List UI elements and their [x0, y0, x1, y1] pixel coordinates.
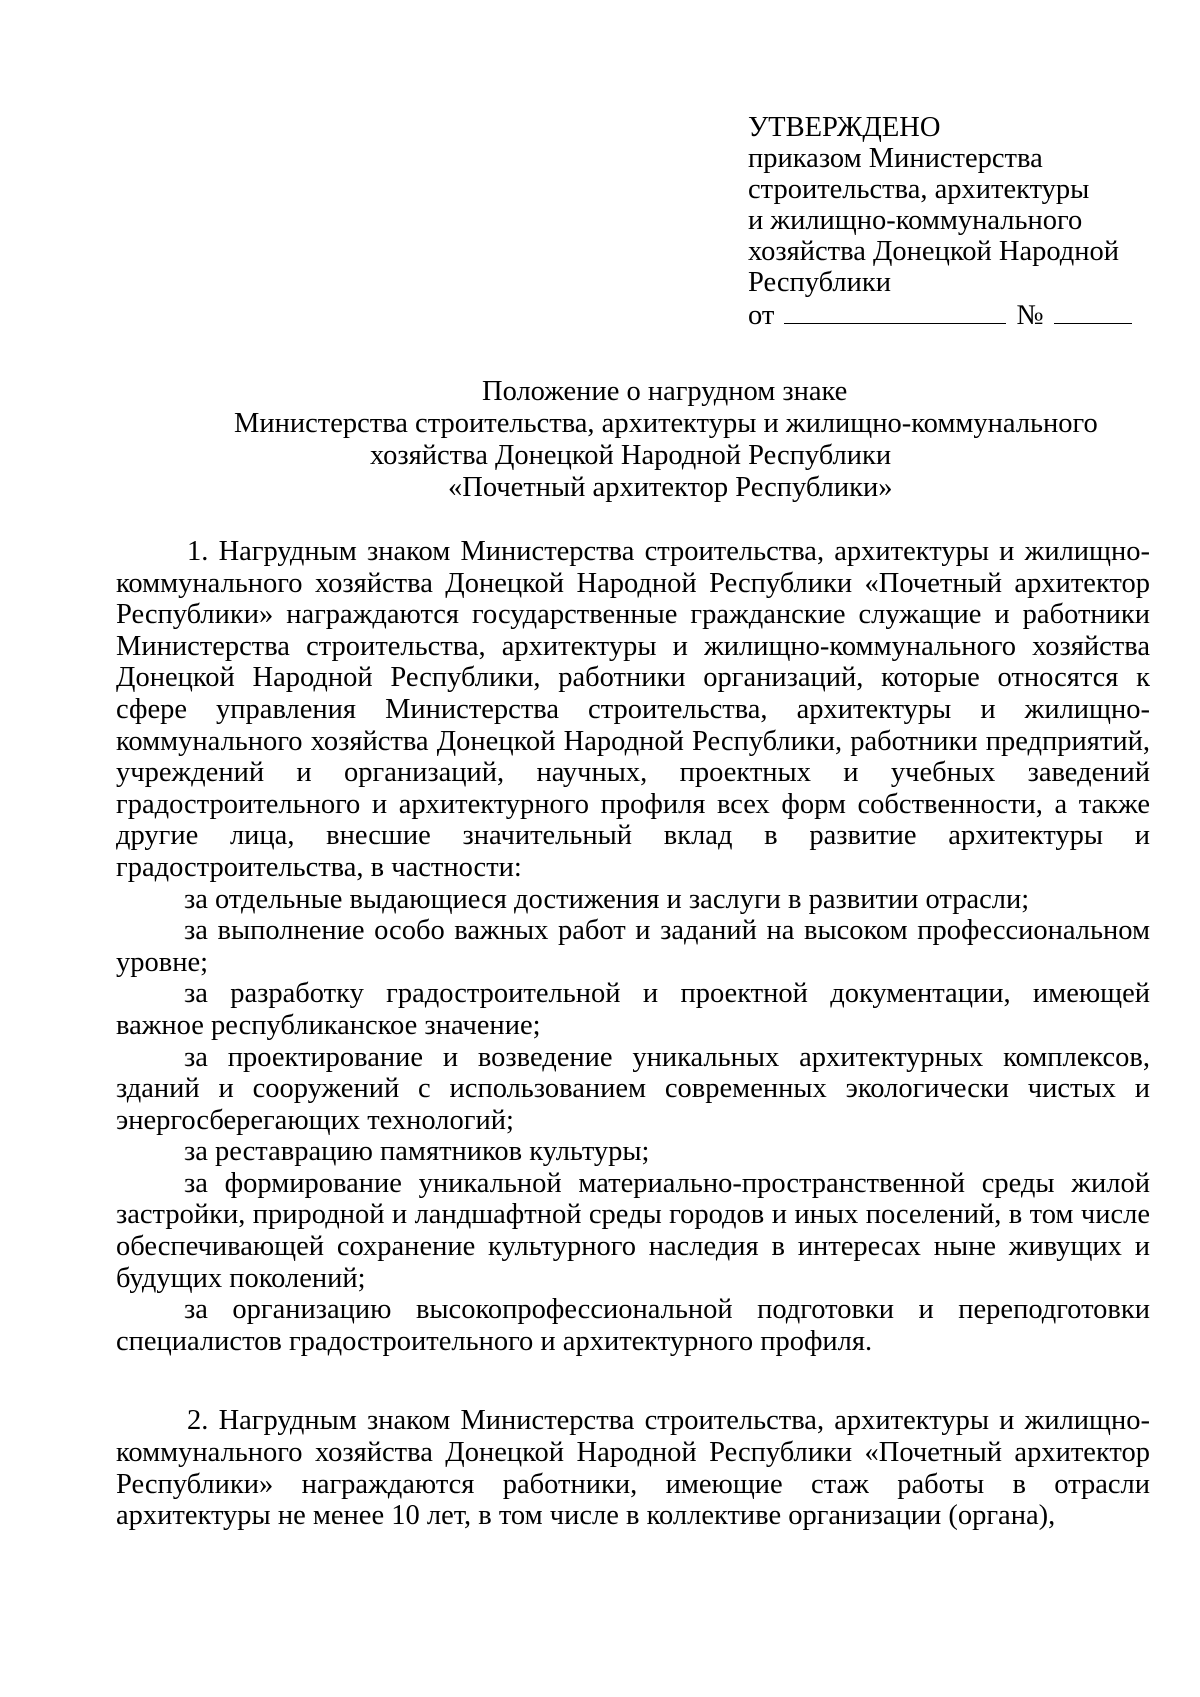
- approval-line: и жилищно-коммунального: [748, 205, 1083, 236]
- list-item: за формирование уникальной материально-пространственной среды жилой застройки, природной и ландшафтной среды городов и иных поселений, в том числе обеспечивающей сохранение культурного наследия в интересах ныне живущих и будущих поколений;: [116, 1167, 1150, 1294]
- approval-line: Республики: [748, 267, 891, 298]
- title-line: Министерства строительства, архитектуры и жилищно-коммунального: [234, 408, 1098, 439]
- approval-heading: УТВЕРЖДЕНО: [748, 112, 941, 143]
- title-line: «Почетный архитектор Республики»: [448, 472, 893, 503]
- list-item: за проектирование и возведение уникальных архитектурных комплексов, зданий и сооружений с использованием современных экологически чистых и энергосберегающих технологий;: [116, 1041, 1150, 1136]
- approval-block: [748, 112, 1158, 331]
- number-blank: [1054, 299, 1132, 324]
- document-body: [116, 536, 1150, 1532]
- approval-line: хозяйства Донецкой Народной: [748, 236, 1120, 267]
- paragraph-1: 1. Нагрудным знаком Министерства строительства, архитектуры и жилищно-коммунального хозяйства Донецкой Народной Республики «Почетный архитектор Республики» награждаются государственные гражданские служащие и работники Министерства строительства, архитектуры и жилищно-коммунального хозяйства Донецкой Народной Республики, работники организаций, которые относятся к сфере управления Министерства строительства, архитектуры и жилищно-коммунального хозяйства Донецкой Народной Республики, работники предприятий, учреждений и организаций, научных, проектных и учебных заведений градостроительного и архитектурного профиля всех форм собственности, а также другие лица, внесшие значительный вклад в развитие архитектуры и градостроительства, в частности:: [116, 536, 1150, 883]
- list-item: за разработку градостроительной и проектной документации, имеющей важное республиканское значение;: [116, 978, 1150, 1041]
- document-title: [120, 376, 1200, 504]
- list-item: за выполнение особо важных работ и заданий на высоком профессиональном уровне;: [116, 915, 1150, 978]
- title-line: Положение о нагрудном знаке: [482, 376, 848, 407]
- approval-line: строительства, архитектуры: [748, 174, 1090, 205]
- date-blank: [784, 299, 1006, 324]
- title-line: хозяйства Донецкой Народной Республики: [370, 440, 892, 471]
- list-item: за отдельные выдающиеся достижения и заслуги в развитии отрасли;: [184, 883, 1030, 915]
- approval-date-line: [748, 299, 1158, 331]
- approval-line: приказом Министерства: [748, 143, 1043, 174]
- list-item: за организацию высокопрофессиональной подготовки и переподготовки специалистов градостроительного и архитектурного профиля.: [116, 1294, 1150, 1357]
- number-sign: №: [1016, 300, 1044, 331]
- list-item: за реставрацию памятников культуры;: [184, 1136, 650, 1168]
- date-prefix: от: [748, 300, 775, 331]
- paragraph-2: 2. Нагрудным знаком Министерства строительства, архитектуры и жилищно-коммунального хозяйства Донецкой Народной Республики «Почетный архитектор Республики» награждаются работники, имеющие стаж работы в отрасли архитектуры не менее 10 лет, в том числе в коллективе организации (органа),: [116, 1405, 1150, 1532]
